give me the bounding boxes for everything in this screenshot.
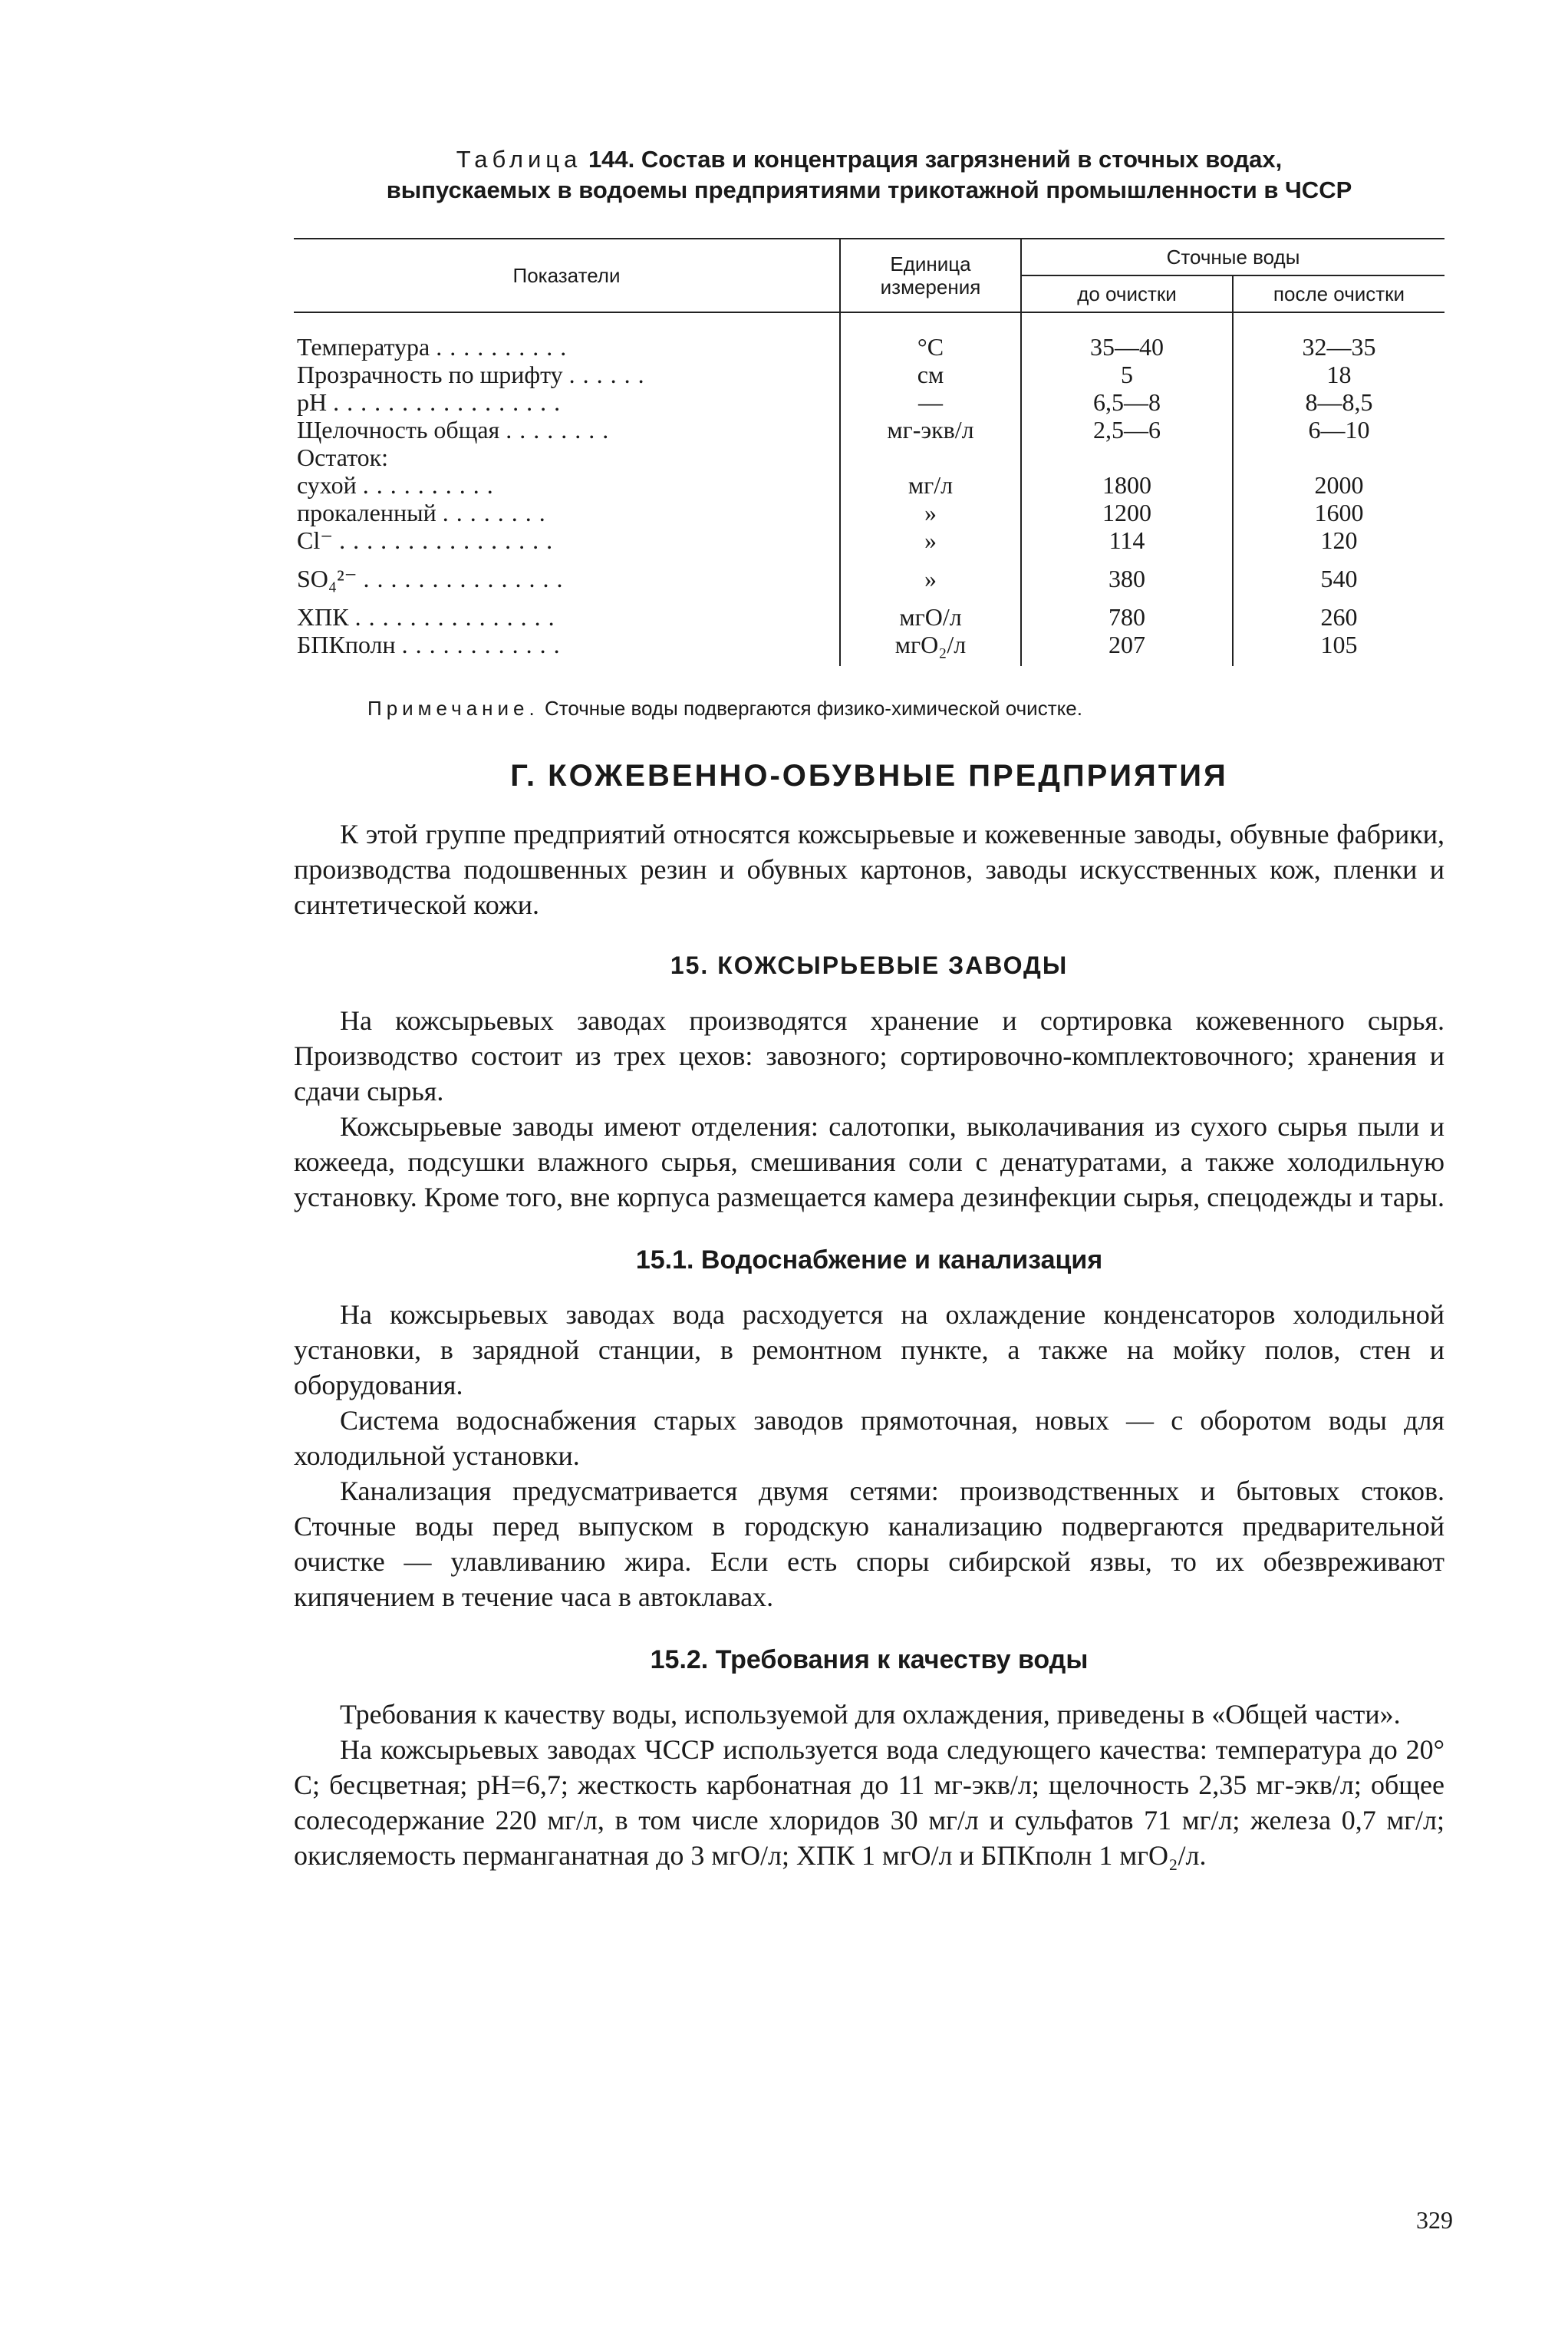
note-text: Сточные воды подвергаются физико-химической очистке. (544, 697, 1082, 720)
row-label: Щелочность общая (297, 416, 500, 444)
heading-15-2: 15.2. Требования к качеству воды (650, 1645, 1089, 1674)
row-unit: » (840, 499, 1021, 526)
subsection-title: 15. КОЖСЫРЬЕВЫЕ ЗАВОДЫ (670, 952, 1069, 979)
table-row (294, 444, 1444, 471)
row-after: 32—35 (1233, 312, 1444, 361)
header-after: после очистки (1233, 275, 1444, 312)
pollution-table (294, 238, 1444, 666)
row-label: прокаленный (297, 499, 436, 526)
row-after: 8—8,5 (1233, 388, 1444, 416)
row-before: 1800 (1021, 471, 1233, 499)
row-before: 207 (1021, 631, 1233, 666)
table-note (367, 697, 1444, 721)
row-after: 1600 (1233, 499, 1444, 526)
row-before: 5 (1021, 361, 1233, 388)
header-before: до очистки (1021, 275, 1233, 312)
row-after: 120 (1233, 526, 1444, 554)
subsection-paragraph-2: Кожсырьевые заводы имеют отделения: салотопки, выколачивания из сухого сырья пыли и кожееда, подсушки влажного сырья, смешивания соли с денатуратами, а также холодильную установку. Кроме того, вне корпуса размещается камера дезинфекции сырья, спецодежды и тары. (294, 1111, 1444, 1212)
table-row: pH ................. — 6,5—8 8—8,5 (294, 388, 1444, 416)
page-content (294, 144, 1444, 1873)
row-unit: мгО/л (840, 592, 1021, 631)
table-row: Прозрачность по шрифту ...... см 5 18 (294, 361, 1444, 388)
header-wastewater: Сточные воды (1021, 239, 1444, 275)
row-before: 35—40 (1021, 312, 1233, 361)
row-label: Прозрачность по шрифту (297, 361, 563, 388)
header-unit-line1: Единица (890, 252, 971, 275)
row-after: 260 (1233, 592, 1444, 631)
section-title: Г. КОЖЕВЕННО-ОБУВНЫЕ ПРЕДПРИЯТИЯ (510, 759, 1228, 793)
row-unit: °С (840, 312, 1021, 361)
header-unit (840, 239, 1021, 312)
paragraph-15-1-a: На кожсырьевых заводах вода расходуется на охлаждение конденсаторов холодильной установки, в зарядной станции, в ремонтном пункте, а также на мойку полов, стен и оборудования. (294, 1299, 1444, 1400)
section-intro: К этой группе предприятий относятся кожсырьевые и кожевенные заводы, обувные фабрики, производства подошвенных резин и обувных картонов, заводы искусственных кож, пленки и синтетической кожи. (294, 819, 1444, 920)
paragraph-15-1-b: Система водоснабжения старых заводов прямоточная, новых — с оборотом воды для холодильной установки. (294, 1405, 1444, 1471)
row-before (1021, 444, 1233, 471)
row-label: pH (297, 388, 328, 416)
row-unit: мг/л (840, 471, 1021, 499)
row-before: 6,5—8 (1021, 388, 1233, 416)
row-before: 1200 (1021, 499, 1233, 526)
table-row: Cl⁻ ................ » 114 120 (294, 526, 1444, 554)
paragraph-15-2-b: На кожсырьевых заводах ЧССР используется вода следующего качества: температура до 20° С; бесцветная; pH=6,7; жесткость карбонатная до 11 мг-экв/л; щелочность 2,35 мг-экв/л; общее солесодержание 220 мг/л, в том числе хлоридов 30 мг/л и сульфатов 71 мг/л; железа 0,7 мг/л; окисляемость перманганатная до 3 мгО/л; ХПК 1 мгО/л и БПКполн 1 мгО₂/л. (294, 1734, 1444, 1871)
row-after: 2000 (1233, 471, 1444, 499)
paragraph-15-1-c: Канализация предусматривается двумя сетями: производственных и бытовых стоков. Сточные воды перед выпуском в городскую канализацию подвергаются предварительной очистке — улавливанию жира. Если есть споры сибирской язвы, то их обезвреживают кипячением в течение часа в автоклавах. (294, 1476, 1444, 1612)
paragraph-15-2-a: Требования к качеству воды, используемой для охлаждения, приведены в «Общей части». (340, 1699, 1401, 1730)
subsection-paragraph-1: На кожсырьевых заводах производятся хранение и сортировка кожевенного сырья. Производство состоит из трех цехов: завозного; сортировочно-комплектовочного; хранения и сдачи сырья. (294, 1005, 1444, 1107)
heading-15-1: 15.1. Водоснабжение и канализация (635, 1245, 1103, 1275)
caption-prefix: Таблица (456, 146, 582, 173)
caption-line1: Состав и концентрация загрязнений в сточных водах, (641, 146, 1283, 173)
row-label: БПКполн (297, 631, 396, 658)
table-row: SO₄²⁻ ............... » 380 540 (294, 554, 1444, 592)
caption-number: 144. (588, 146, 635, 173)
row-label: Остаток: (297, 444, 389, 471)
row-label: ХПК (297, 603, 349, 631)
table-row: Щелочность общая ........ мг-экв/л 2,5—6 6—10 (294, 416, 1444, 444)
row-unit (840, 444, 1021, 471)
row-unit: см (840, 361, 1021, 388)
row-unit: — (840, 388, 1021, 416)
row-label: сухой (297, 471, 357, 499)
row-unit: мг-экв/л (840, 416, 1021, 444)
row-before: 2,5—6 (1021, 416, 1233, 444)
note-label: Примечание. (367, 697, 539, 720)
row-after (1233, 444, 1444, 471)
row-before: 114 (1021, 526, 1233, 554)
caption-line2: выпускаемых в водоемы предприятиями трикотажной промышленности в ЧССР (386, 176, 1352, 203)
header-unit-line2: измерения (880, 275, 981, 298)
row-after: 105 (1233, 631, 1444, 666)
table-row: Температура .......... °С 35—40 32—35 (294, 312, 1444, 361)
table-caption (294, 144, 1444, 206)
table-row: ХПК ............... мгО/л 780 260 (294, 592, 1444, 631)
table-row: БПКполн ............ мгО₂/л 207 105 (294, 631, 1444, 666)
header-indicator: Показатели (294, 239, 840, 312)
row-label: Температура (297, 333, 430, 361)
row-after: 6—10 (1233, 416, 1444, 444)
row-label: SO₄²⁻ (297, 565, 357, 592)
row-unit: мгО₂/л (840, 631, 1021, 666)
table-row: прокаленный ........ » 1200 1600 (294, 499, 1444, 526)
row-before: 780 (1021, 592, 1233, 631)
table-row: сухой .......... мг/л 1800 2000 (294, 471, 1444, 499)
row-unit: » (840, 526, 1021, 554)
row-after: 18 (1233, 361, 1444, 388)
row-after: 540 (1233, 554, 1444, 592)
row-unit: » (840, 554, 1021, 592)
row-label: Cl⁻ (297, 526, 334, 554)
page-number: 329 (1416, 2206, 1453, 2234)
row-before: 380 (1021, 554, 1233, 592)
